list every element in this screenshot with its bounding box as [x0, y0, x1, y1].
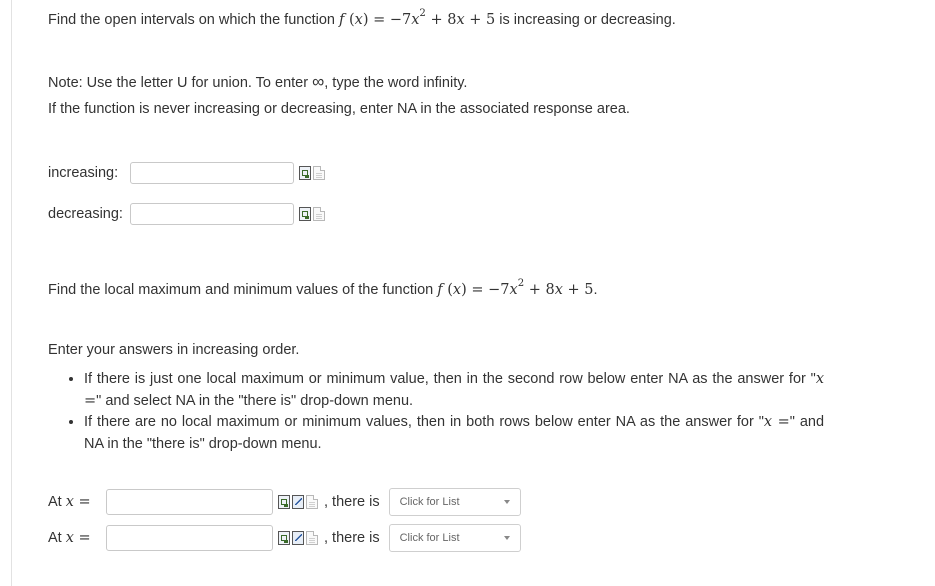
- extremum-row-2: [48, 524, 521, 552]
- instruction-item: [84, 412, 824, 455]
- q1-prompt: [48, 7, 676, 28]
- x-equals: x =: [84, 371, 824, 409]
- dropdown-caret-icon: [504, 500, 510, 504]
- increasing-row: [48, 160, 325, 186]
- help-page-icon[interactable]: [313, 166, 325, 180]
- help-page-icon[interactable]: [306, 531, 318, 545]
- func-name: f: [338, 12, 345, 28]
- there-is-label: , there is: [324, 530, 380, 546]
- func-coef-a: −7: [488, 282, 510, 298]
- increasing-input[interactable]: [130, 162, 294, 184]
- dropdown-caret-icon: [504, 536, 510, 540]
- extremum-type-select-1[interactable]: [389, 488, 521, 516]
- equation-editor-icon[interactable]: [299, 207, 311, 221]
- at-x-label: [48, 494, 106, 510]
- func-const: + 5: [562, 282, 594, 298]
- func-exp: 2: [419, 7, 426, 19]
- instruction-text-tail: " and select NA in the "there is" drop-down menu.: [96, 392, 414, 409]
- note-union-tail: , type the word infinity.: [324, 75, 468, 91]
- q2-prompt: [48, 277, 598, 298]
- instruction-text: If there is just one local maximum or minimum value, then in the second row below enter NA as the answer for ": [84, 371, 816, 387]
- select-placeholder: Click for List: [399, 532, 460, 544]
- equation-editor-icon[interactable]: [278, 531, 290, 545]
- at-text: At: [48, 530, 66, 546]
- func-coef-b: + 8: [524, 282, 555, 298]
- instruction-text: If there are no local maximum or minimum values, then in both rows below enter NA as the answer for ": [84, 414, 764, 430]
- note-na: If the function is never increasing or decreasing, enter NA in the associated response area.: [48, 101, 630, 117]
- q2-prompt-text: Find the local maximum and minimum values of the function: [48, 282, 438, 298]
- help-page-icon[interactable]: [313, 207, 325, 221]
- instruction-item: [84, 369, 824, 412]
- at-x-label: [48, 530, 106, 546]
- symbol-editor-icon[interactable]: [292, 495, 304, 509]
- symbol-editor-icon[interactable]: [292, 531, 304, 545]
- func-const: + 5: [464, 12, 496, 28]
- func-coef-a: −7: [389, 12, 412, 28]
- x-value-input-1[interactable]: [106, 489, 273, 515]
- x-equals: x =: [65, 494, 91, 510]
- q2-prompt-tail: .: [593, 282, 598, 298]
- decreasing-label: decreasing:: [48, 206, 123, 222]
- x-equals: x =: [763, 414, 790, 430]
- help-page-icon[interactable]: [306, 495, 318, 509]
- there-is-label: , there is: [324, 494, 380, 510]
- q2-function: f $(x) = -7x^2 + 8x + 5$: [437, 277, 594, 298]
- func-coef-b: + 8: [425, 12, 457, 28]
- func-var: x: [354, 12, 363, 28]
- equation-editor-icon[interactable]: [299, 166, 311, 180]
- extremum-type-select-2[interactable]: [389, 524, 521, 552]
- infinity-symbol: ∞: [312, 72, 325, 91]
- note-union: [48, 72, 467, 92]
- decreasing-input[interactable]: [130, 203, 294, 225]
- q1-prompt-tail: is increasing or decreasing.: [495, 12, 676, 28]
- q1-prompt-text: Find the open intervals on which the function: [48, 12, 339, 28]
- x-equals: x =: [65, 530, 91, 546]
- note-union-text: Note: Use the letter U for union. To enter: [48, 75, 313, 91]
- content-left-border: [11, 0, 12, 586]
- func-exp: 2: [517, 277, 525, 289]
- order-instruction: Enter your answers in increasing order.: [48, 342, 300, 358]
- increasing-label: increasing:: [48, 165, 119, 181]
- instruction-text-tail: " and NA in the "there is" drop-down menu.: [84, 414, 825, 452]
- x-value-input-2[interactable]: [106, 525, 273, 551]
- decreasing-row: [48, 201, 325, 227]
- equation-editor-icon[interactable]: [278, 495, 290, 509]
- func-name: f: [437, 282, 443, 298]
- q1-function: f $(x) = -7x^2 + 8x + 5$: [338, 7, 496, 28]
- func-var: x: [452, 282, 462, 298]
- select-placeholder: Click for List: [399, 496, 460, 508]
- extremum-row-1: [48, 488, 521, 516]
- at-text: At: [48, 494, 66, 510]
- instruction-list: [64, 369, 824, 455]
